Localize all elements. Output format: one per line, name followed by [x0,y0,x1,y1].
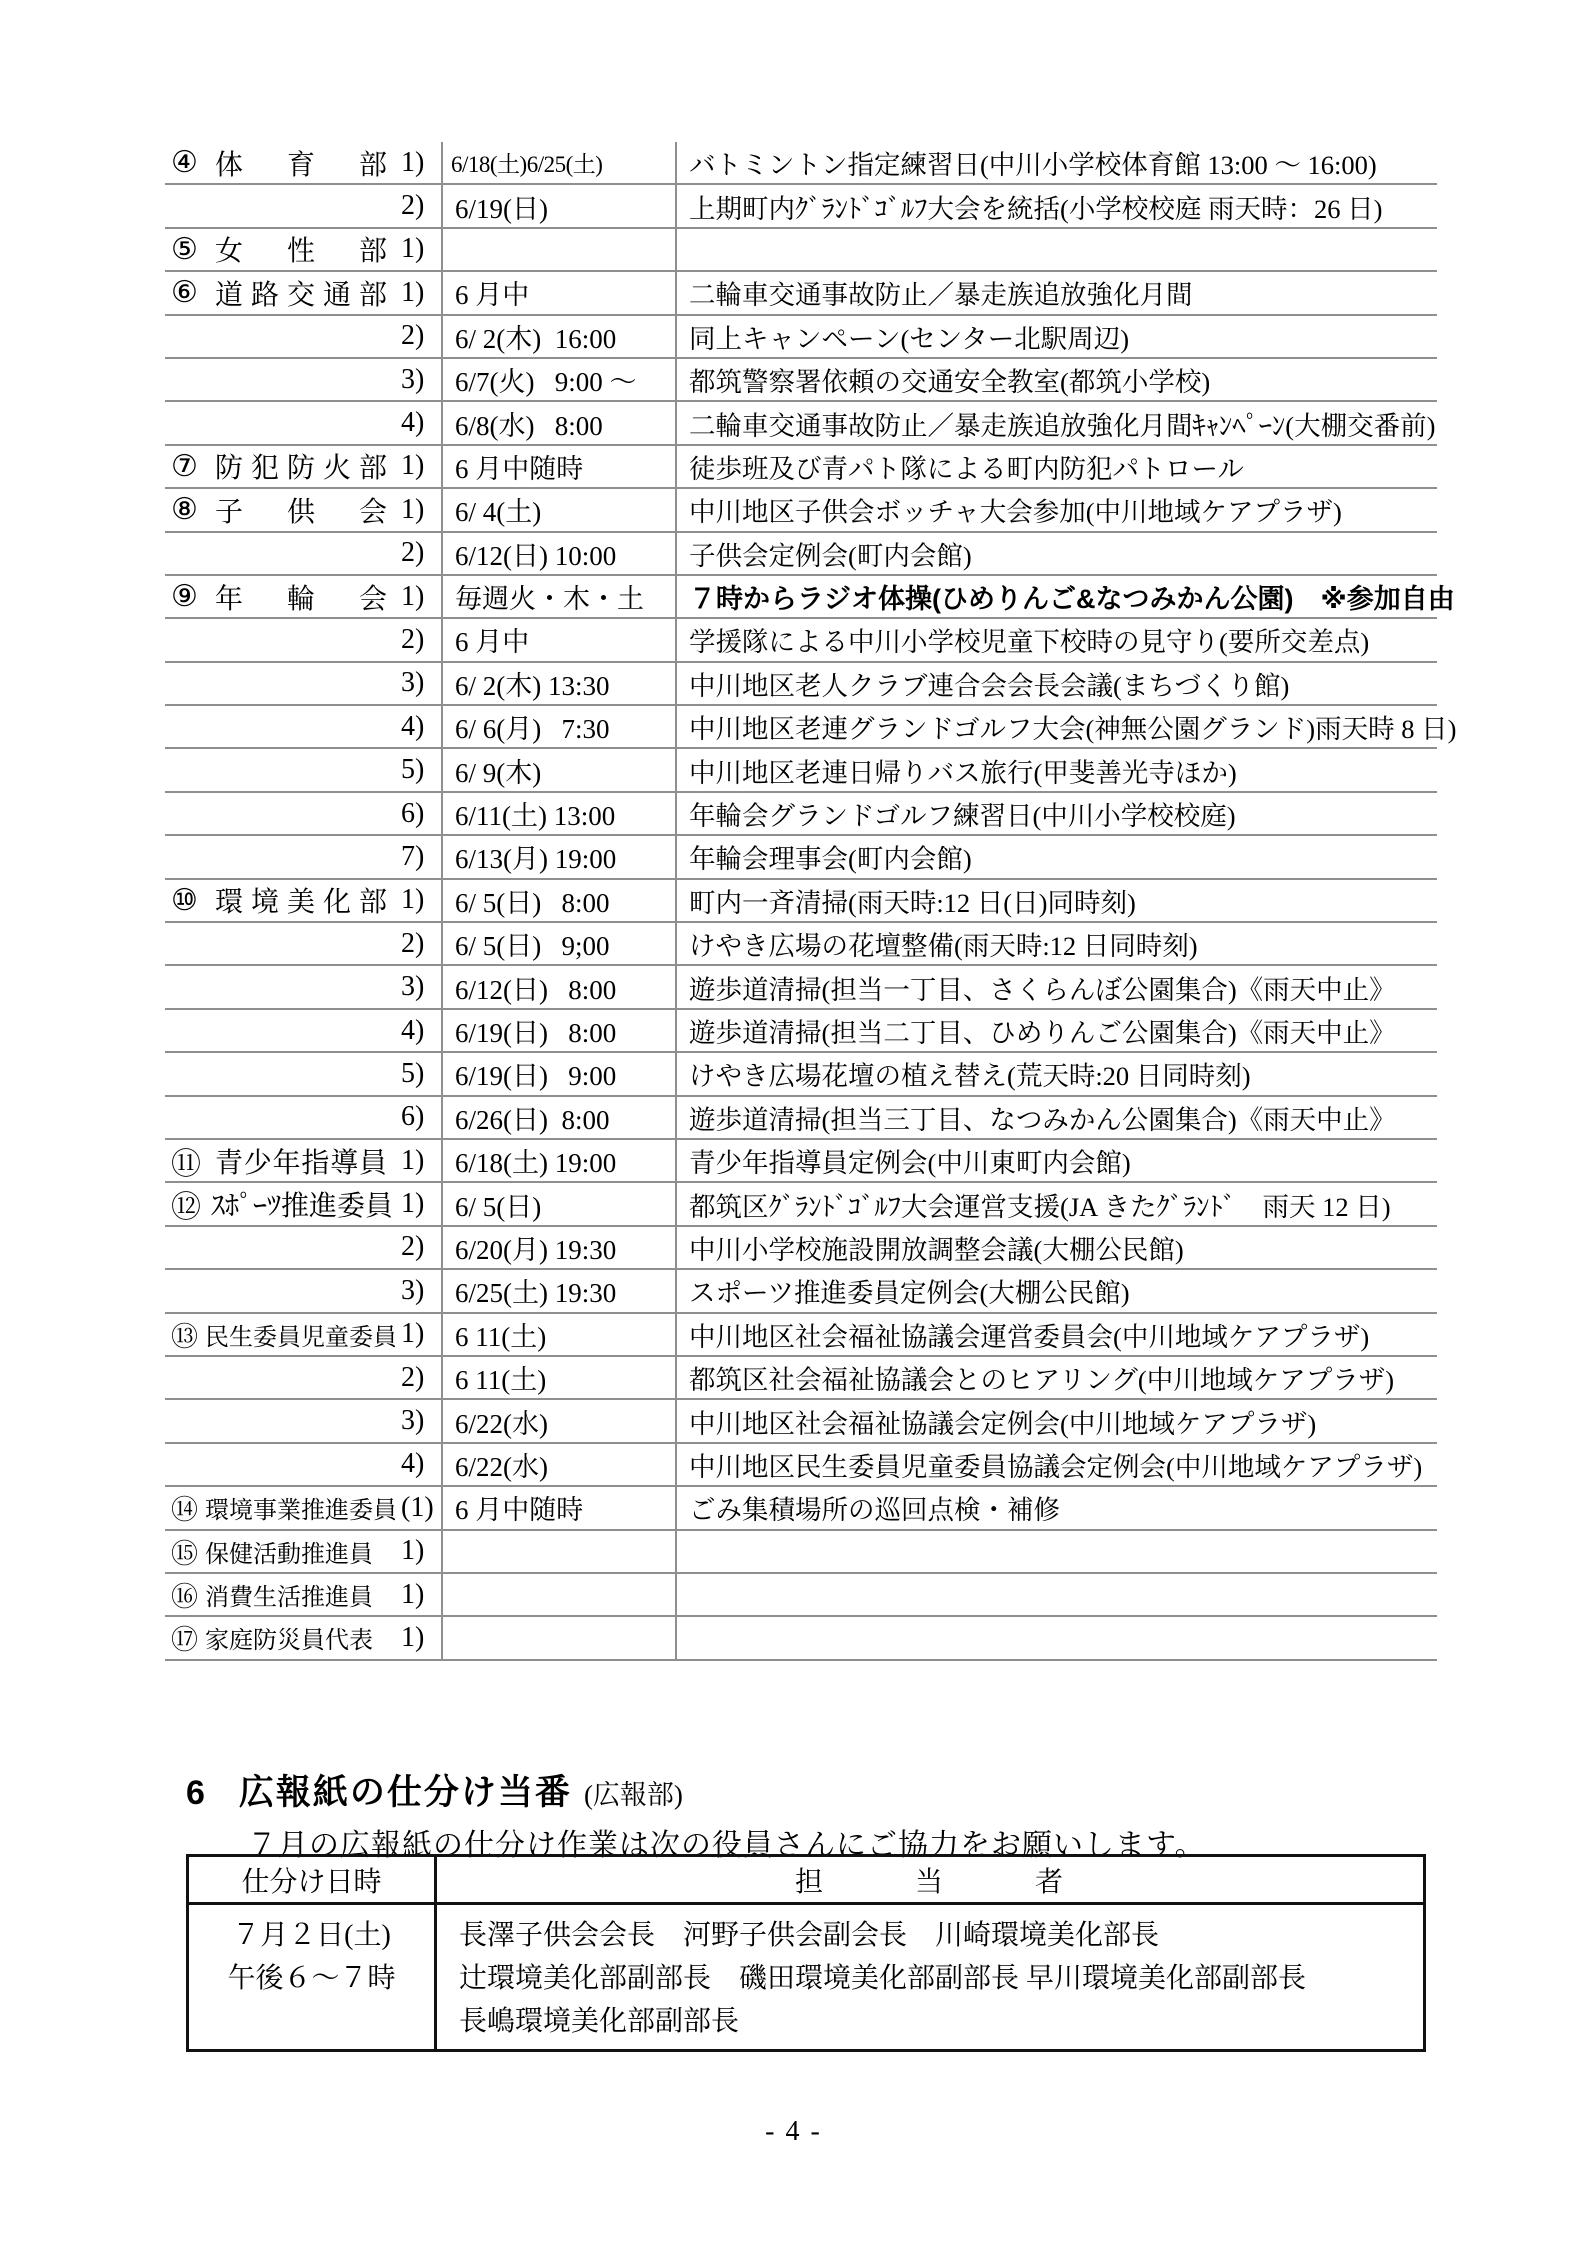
item-number: 3) [401,363,425,395]
event-date: 6/12(日) 10:00 [443,533,677,574]
item-number: 4) [401,407,425,439]
schedule-row [165,1531,1437,1574]
event-date: 6 月中 [443,619,677,660]
duty-datetime-cell [189,1905,437,2049]
duty-header-datetime: 仕分け日時 [189,1857,437,1902]
schedule-row [165,1617,1437,1660]
org-cell [165,749,443,790]
event-date: 6/ 5(日) 8:00 [443,880,677,921]
schedule-row [165,619,1437,662]
event-date: 6/19(日) 8:00 [443,1010,677,1051]
event-description: 遊歩道清掃(担当一丁目、さくらんぼ公園集合)《雨天中止》 [689,974,1396,1005]
org-name-char: 環 [215,887,244,919]
org-cell [165,1010,443,1051]
org-badge: ⑨ [171,580,198,614]
event-date: 6/18(土)6/25(土) [443,142,677,183]
org-badge: ⑯ [171,1582,198,1613]
org-cell [165,533,443,574]
item-number: 3) [401,1274,425,1306]
org-name [211,229,401,269]
item-number: 6) [401,797,425,829]
org-name-char: 会 [358,496,387,528]
event-description: バトミントン指定練習日(中川小学校体育館 13:00 ～ 16:00) [689,150,1377,181]
org-name [211,143,401,183]
item-number: 1) [401,1578,425,1610]
duty-datetime-line: 午後６～７時 [227,1963,396,1994]
duty-header-staff: 担 当 者 [794,1866,1065,1898]
org-cell [165,1531,443,1572]
org-badge: ⑧ [171,493,198,527]
intro-text: ７月の広報紙の仕分け作業は次の役員さんにご協力をお願いします。 [247,1829,1206,1862]
event-description: 上期町内ｸﾞﾗﾝﾄﾞｺﾞﾙﾌ大会を統括(小学校校庭 雨天時：26 日) [689,193,1383,224]
item-number: (1) [401,1491,434,1523]
event-date: 6/ 4(土) [443,489,677,530]
org-cell [165,1053,443,1094]
org-name-char: 火 [322,453,351,485]
item-number: 2) [401,537,425,569]
schedule-row [165,1400,1437,1443]
item-number: 2) [401,320,425,352]
org-cell [165,489,443,530]
event-date [443,1617,677,1658]
item-number: 1) [401,276,425,308]
org-badge: ⑤ [171,232,198,266]
org-name-char: 性 [286,236,315,268]
org-name [211,490,401,530]
org-name-char: 年 [272,1147,301,1179]
item-number: 1) [401,1144,425,1176]
schedule-row [165,1357,1437,1400]
item-number: 5) [401,1057,425,1089]
item-number: 1) [401,1621,425,1653]
org-name: 保健活動推進員 [205,1541,373,1568]
item-number: 1) [401,884,425,916]
item-number: 4) [401,1014,425,1046]
org-name-char: 部 [358,887,387,919]
org-name-char: 年 [215,583,244,615]
org-name-char: 女 [215,236,244,268]
org-badge: ⑮ [171,1538,198,1569]
duty-datetime-line: ７月２日(土) [232,1920,391,1951]
org-badge: ⑦ [171,449,198,483]
org-cell [165,1400,443,1441]
event-description: 学援隊による中川小学校児童下校時の見守り(要所交差点) [689,627,1370,658]
org-name-char: 部 [358,149,387,181]
event-date: 6/25(土) 19:30 [443,1270,677,1311]
item-number: 2) [401,623,425,655]
event-date: 6/19(日) [443,185,677,226]
schedule-row [165,1010,1437,1053]
section-heading [186,1765,683,1815]
event-date: 6/11(土) 13:00 [443,793,677,834]
org-name-char: 美 [286,887,315,919]
item-number: 1) [401,233,425,265]
event-description: 都筑区社会福祉協議会とのヒアリング(中川地域ケアプラザ) [689,1365,1395,1396]
duty-staff-line: 長嶋環境美化部副部長 [459,2006,740,2037]
org-cell [165,923,443,964]
event-date: 毎週火・木・土 [443,576,677,617]
event-date: 6/ 2(木) 13:30 [443,663,677,704]
org-cell [165,402,443,443]
section-department: (広報部) [583,1780,683,1810]
event-description: 遊歩道清掃(担当二丁目、ひめりんご公園集合)《雨天中止》 [689,1018,1396,1048]
schedule-row [165,706,1457,749]
schedule-row [165,533,1437,576]
org-name-char: 路 [250,279,279,311]
item-number: 2) [401,927,425,959]
event-description: ７時からラジオ体操(ひめりんご&なつみかん公園) ※参加自由 [689,584,1455,615]
event-date: 6/ 5(日) 9;00 [443,923,677,964]
event-date [443,1531,677,1572]
item-number: 2) [401,1361,425,1393]
event-date [443,229,677,270]
schedule-row [165,1574,1437,1617]
schedule-row [165,1053,1437,1096]
schedule-row [165,402,1437,445]
org-cell [165,142,443,183]
org-cell [165,1097,443,1138]
org-name-char: 境 [250,887,279,919]
item-number: 7) [401,840,425,872]
event-description: 都筑区ｸﾞﾗﾝﾄﾞｺﾞﾙﾌ大会運営支援(JA きたｸﾞﾗﾝﾄﾞ 雨天 12 日) [689,1191,1391,1222]
schedule-row [165,272,1437,315]
schedule-row [165,359,1437,402]
org-name [211,577,401,617]
org-name [211,446,401,486]
org-badge: ⑪ [171,1147,201,1181]
item-number: 2) [401,190,425,222]
org-name-char: 化 [322,887,351,919]
org-cell [165,1357,443,1398]
event-date: 6/ 2(木) 16:00 [443,316,677,357]
event-description: 徒歩班及び青パト隊による町内防犯パトロール [689,453,1244,484]
org-badge: ⑩ [171,883,198,917]
org-cell [165,185,443,226]
org-cell [165,1270,443,1311]
schedule-row [165,1487,1437,1530]
page-number: - 4 - [765,2116,822,2147]
event-description: スポーツ推進委員定例会(大棚公民館) [689,1278,1130,1309]
event-description: 中川地区老連日帰りバス旅行(甲斐善光寺ほか) [689,757,1237,788]
schedule-row [165,185,1437,228]
org-badge: ⑬ [171,1321,198,1352]
org-name-char: 導 [330,1147,359,1179]
org-badge: ⑥ [171,276,198,310]
org-cell [165,619,443,660]
org-badge: ④ [171,146,198,180]
event-description: 中川地区老人クラブ連合会会長会議(まちづくり館) [689,670,1290,701]
schedule-row [165,1270,1437,1313]
event-description: 同上キャンペーン(センター北駅周辺) [689,323,1130,354]
org-cell [165,359,443,400]
schedule-row [165,793,1437,836]
event-description: 中川地区子供会ボッチャ大会参加(中川地域ケアプラザ) [689,497,1342,528]
org-name-char: 部 [358,453,387,485]
org-name-char: 輪 [286,583,315,615]
schedule-row [165,1227,1437,1270]
org-name-char: 部 [358,236,387,268]
org-name-char: 供 [286,496,315,528]
org-name-char: 育 [286,149,315,181]
item-number: 1) [401,1188,425,1220]
item-number: 1) [401,580,425,612]
org-cell [165,966,443,1007]
item-number: 2) [401,1231,425,1263]
event-description: 子供会定例会(町内会館) [689,540,972,571]
event-description: 中川地区民生委員児童委員協議会定例会(中川地域ケアプラザ) [689,1451,1423,1482]
schedule-row [165,229,1437,272]
org-cell [165,1183,443,1224]
event-date: 6/26(日) 8:00 [443,1097,677,1138]
org-name-char: 防 [286,453,315,485]
org-cell [165,1617,443,1658]
event-description: 中川小学校施設開放調整会議(大棚公民館) [689,1234,1184,1265]
item-number: 5) [401,754,425,786]
event-date: 6/ 9(木) [443,749,677,790]
event-date: 6/ 6(月) 7:30 [443,706,677,747]
event-date: 6/20(月) 19:30 [443,1227,677,1268]
item-number: 1) [401,1535,425,1567]
org-badge: ⑰ [171,1625,198,1656]
event-date: 6/8(水) 8:00 [443,402,677,443]
event-date: 6/13(月) 19:00 [443,836,677,877]
org-cell [165,793,443,834]
schedule-table [165,142,1457,1661]
org-name-char: 子 [215,496,244,528]
event-description: 中川地区社会福祉協議会定例会(中川地域ケアプラザ) [689,1408,1317,1439]
event-description: 中川地区社会福祉協議会運営委員会(中川地域ケアプラザ) [689,1321,1370,1352]
org-cell [165,1140,443,1181]
event-description: 町内一斉清掃(雨天時:12 日(日)同時刻) [689,887,1136,918]
org-name-char: 道 [215,279,244,311]
event-description: 中川地区老連グランドゴルフ大会(神無公園グランド)雨天時 8 日) [689,714,1457,745]
org-name: 環境事業推進委員 [205,1498,397,1525]
org-name-char: 体 [215,149,244,181]
org-cell [165,1574,443,1615]
org-name [211,880,401,920]
org-name: 消費生活推進員 [205,1585,373,1612]
org-cell [165,836,443,877]
org-name-char: 防 [215,453,244,485]
org-cell [165,1314,443,1355]
item-number: 1) [401,493,425,525]
org-name-char: 青 [215,1147,244,1179]
schedule-row [165,316,1437,359]
org-name: ｽﾎﾟｰﾂ推進委員 [211,1191,394,1223]
schedule-row [165,1140,1437,1183]
org-cell [165,229,443,270]
item-number: 4) [401,710,425,742]
item-number: 6) [401,1101,425,1133]
schedule-row [165,446,1437,489]
item-number: 3) [401,667,425,699]
event-date: 6 11(土) [443,1314,677,1355]
schedule-row [165,836,1437,879]
section-number: 6 [186,1774,205,1812]
section-title: 広報紙の仕分け当番 [238,1773,572,1812]
org-cell [165,1227,443,1268]
duty-staff-line: 辻環境美化部副部長 磯田環境美化部副部長 早川環境美化部副部長 [459,1963,1307,1994]
item-number: 1) [401,146,425,178]
schedule-row [165,923,1437,966]
event-date [443,1574,677,1615]
schedule-row [165,1097,1437,1140]
item-number: 3) [401,1405,425,1437]
schedule-row [165,489,1437,532]
org-cell [165,663,443,704]
event-date: 6 月中 [443,272,677,313]
event-date: 6/22(水) [443,1400,677,1441]
event-description: 二輪車交通事故防止／暴走族追放強化月間ｷｬﾝﾍﾟｰﾝ(大棚交番前) [689,410,1436,441]
org-cell [165,1487,443,1528]
schedule-row [165,576,1455,619]
item-number: 3) [401,971,425,1003]
event-date: 6 11(土) [443,1357,677,1398]
org-name-char: 員 [358,1147,387,1179]
event-date: 6/7(火) 9:00 ～ [443,359,677,400]
schedule-row [165,1183,1437,1226]
event-date: 6/19(日) 9:00 [443,1053,677,1094]
schedule-row [165,966,1437,1009]
duty-staff-cell [437,1905,1423,2049]
org-cell [165,880,443,921]
org-name-char: 通 [322,279,351,311]
event-description: ごみ集積場所の巡回点検・補修 [689,1495,1060,1526]
schedule-row [165,749,1437,792]
event-description: 年輪会グランドゴルフ練習日(中川小学校校庭) [689,801,1236,832]
event-description: けやき広場花壇の植え替え(荒天時:20 日同時刻) [689,1061,1251,1092]
item-number: 4) [401,1448,425,1480]
event-date: 6/22(水) [443,1444,677,1485]
org-name-char: 部 [358,279,387,311]
schedule-row [165,1444,1437,1487]
event-date: 6 月中随時 [443,446,677,487]
org-cell [165,446,443,487]
org-cell [165,576,443,617]
item-number: 1) [401,1318,425,1350]
event-description: 都筑警察署依頼の交通安全教室(都筑小学校) [689,367,1211,398]
event-description: けやき広場の花壇整備(雨天時:12 日同時刻) [689,931,1198,962]
org-name [211,273,401,313]
org-cell [165,1444,443,1485]
org-cell [165,272,443,313]
event-description: 年輪会理事会(町内会館) [689,844,972,875]
schedule-row [165,1314,1437,1357]
duty-table [186,1854,1426,2052]
event-date: 6 月中随時 [443,1487,677,1528]
event-date: 6/ 5(日) [443,1183,677,1224]
event-date: 6/12(日) 8:00 [443,966,677,1007]
org-name-char: 指 [301,1147,330,1179]
org-name-char: 犯 [250,453,279,485]
duty-staff-line: 長澤子供会会長 河野子供会副会長 川崎環境美化部長 [459,1920,1160,1951]
item-number: 1) [401,450,425,482]
org-name-char: 少 [243,1147,272,1179]
schedule-row [165,663,1437,706]
event-description: 青少年指導員定例会(中川東町内会館) [689,1148,1131,1179]
event-date: 6/18(土) 19:00 [443,1140,677,1181]
org-name-char: 会 [358,583,387,615]
org-cell [165,316,443,357]
org-badge: ⑭ [171,1495,198,1526]
org-name [211,1141,401,1181]
org-name: 民生委員児童委員 [205,1324,397,1351]
event-description: 二輪車交通事故防止／暴走族追放強化月間 [689,280,1193,311]
org-badge: ⑫ [171,1191,201,1225]
org-name: 家庭防災員代表 [205,1628,373,1655]
schedule-row [165,880,1437,923]
schedule-row [165,142,1437,185]
org-name-char: 交 [286,279,315,311]
duty-table-header [189,1857,1423,1905]
org-cell [165,706,443,747]
event-description: 遊歩道清掃(担当三丁目、なつみかん公園集合)《雨天中止》 [689,1104,1396,1135]
duty-table-row [189,1905,1423,2049]
